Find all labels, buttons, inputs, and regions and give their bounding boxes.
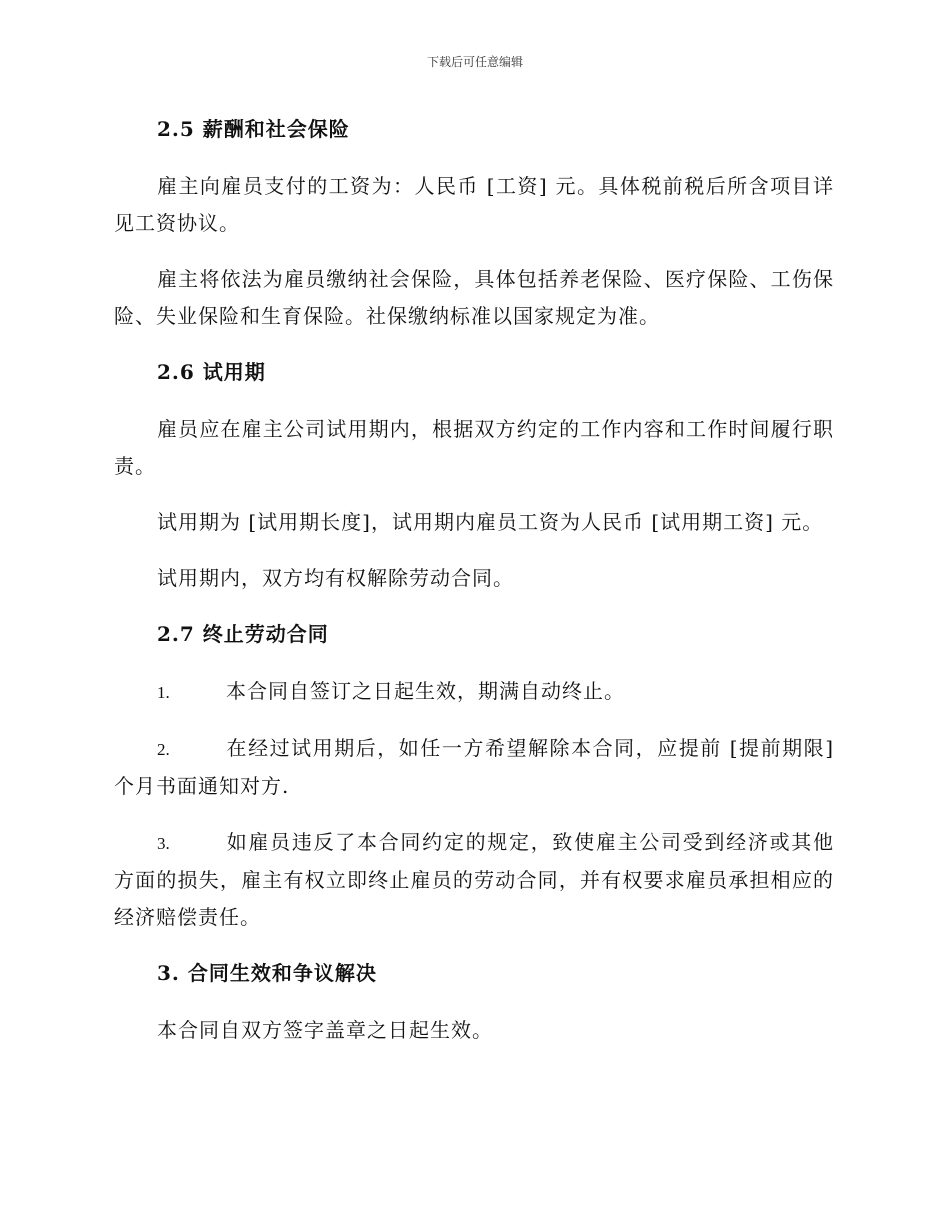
section-heading-3: 3. 合同生效和争议解决 — [157, 961, 377, 985]
social-insurance-paragraph: 雇主将依法为雇员缴纳社会保险，具体包括养老保险、医疗保险、工伤保险、失业保险和生育保险。社保缴纳标准以国家规定为准。 — [114, 267, 834, 328]
list-item-number: 1. — [157, 683, 170, 702]
probation-duty-paragraph: 雇员应在雇主公司试用期内，根据双方约定的工作内容和工作时间履行职责。 — [114, 417, 834, 478]
list-item-number: 2. — [157, 740, 170, 759]
list-item — [114, 730, 834, 805]
list-item-text: 如雇员违反了本合同约定的规定，致使雇主公司受到经济或其他方面的损失，雇主有权立即终止雇员的劳动合同，并有权要求雇员承担相应的经济赔偿责任。 — [114, 830, 834, 929]
probation-termination-paragraph: 试用期内，双方均有权解除劳动合同。 — [157, 566, 514, 590]
section-heading-2-6: 2.6 试用期 — [157, 360, 266, 384]
list-item-text: 在经过试用期后，如任一方希望解除本合同，应提前 [提前期限] 个月书面通知对方. — [114, 736, 834, 798]
section-heading-2-5: 2.5 薪酬和社会保险 — [157, 117, 350, 141]
effective-date-paragraph: 本合同自双方签字盖章之日起生效。 — [157, 1018, 493, 1042]
section-heading-2-7: 2.7 终止劳动合同 — [157, 622, 329, 646]
list-item-text: 本合同自签订之日起生效，期满自动终止。 — [226, 679, 625, 703]
document-body — [114, 111, 834, 1068]
list-item — [114, 824, 834, 936]
salary-paragraph: 雇主向雇员支付的工资为：人民币 [工资] 元。具体税前税后所含项目详见工资协议。 — [114, 174, 834, 235]
page-header: 下载后可任意编辑 — [426, 55, 523, 69]
list-item — [114, 673, 834, 711]
list-item-number: 3. — [157, 834, 170, 853]
probation-length-paragraph: 试用期为 [试用期长度]，试用期内雇员工资为人民币 [试用期工资] 元。 — [157, 510, 824, 534]
